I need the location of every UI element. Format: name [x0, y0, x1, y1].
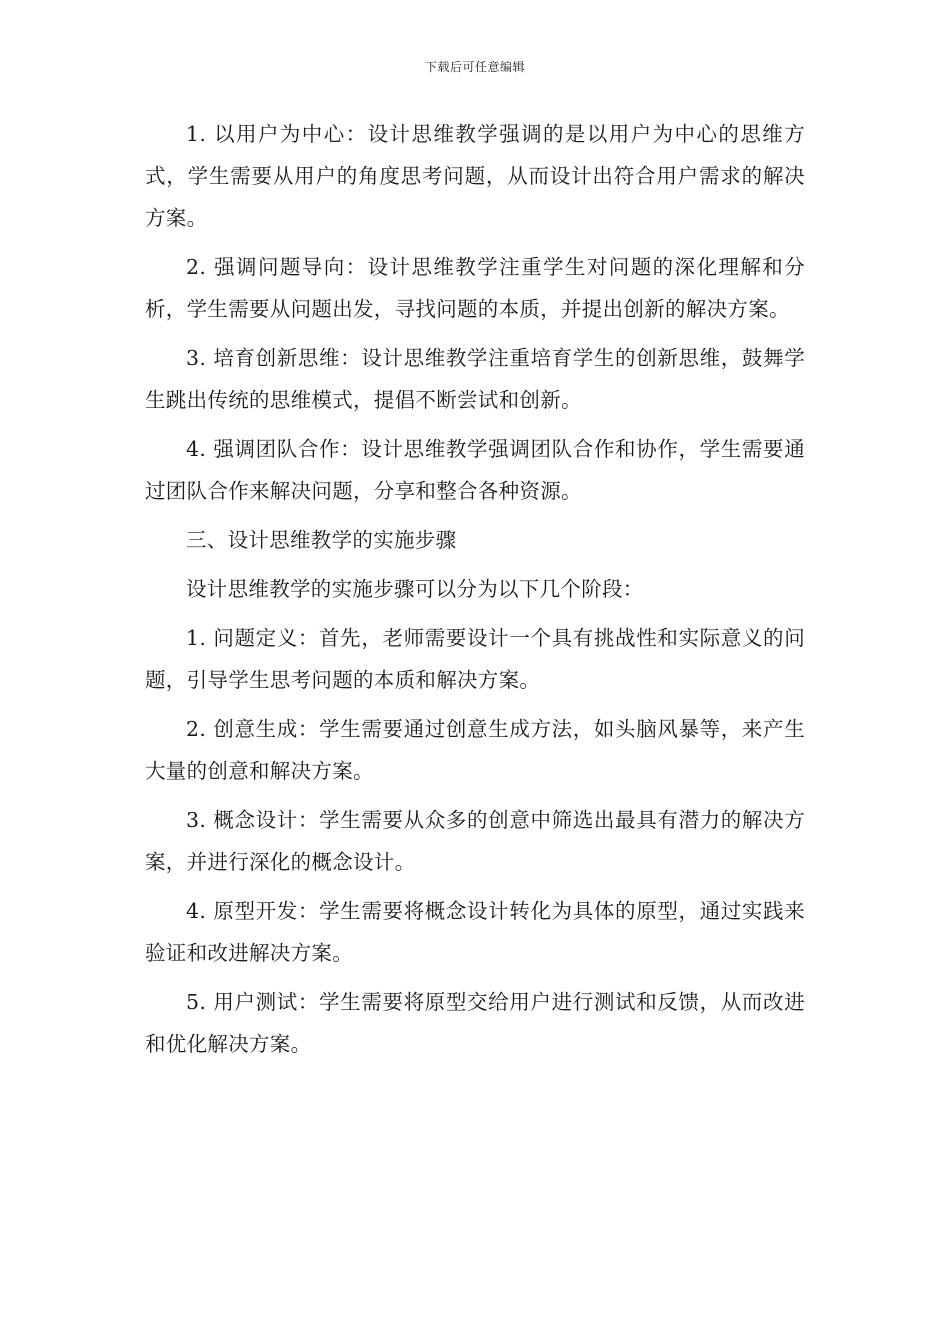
paragraph-step-prototype-development: 4. 原型开发：学生需要将概念设计转化为具体的原型，通过实践来验证和改进解决方案。 — [145, 899, 805, 965]
paragraph-step-problem-definition: 1. 问题定义：首先，老师需要设计一个具有挑战性和实际意义的问题，引导学生思考问题的本质和解决方案。 — [145, 626, 805, 692]
paragraph-step-user-testing: 5. 用户测试：学生需要将原型交给用户进行测试和反馈，从而改进和优化解决方案。 — [145, 990, 805, 1056]
document-body — [145, 113, 805, 1072]
paragraph-steps-intro: 设计思维教学的实施步骤可以分为以下几个阶段： — [186, 577, 644, 601]
paragraph-problem-oriented: 2. 强调问题导向：设计思维教学注重学生对问题的深化理解和分析，学生需要从问题出发，寻找问题的本质，并提出创新的解决方案。 — [145, 255, 805, 321]
paragraph-step-idea-generation: 2. 创意生成：学生需要通过创意生成方法，如头脑风暴等，来产生大量的创意和解决方案。 — [145, 717, 805, 783]
paragraph-teamwork: 4. 强调团队合作：设计思维教学强调团队合作和协作，学生需要通过团队合作来解决问题，分享和整合各种资源。 — [145, 437, 805, 503]
page-header: 下载后可任意编辑 — [424, 60, 525, 74]
section-heading-implementation-steps: 三、设计思维教学的实施步骤 — [186, 528, 457, 552]
paragraph-innovative-thinking: 3. 培育创新思维：设计思维教学注重培育学生的创新思维，鼓舞学生跳出传统的思维模式，提倡不断尝试和创新。 — [145, 346, 805, 412]
paragraph-user-centered: 1. 以用户为中心：设计思维教学强调的是以用户为中心的思维方式，学生需要从用户的角度思考问题，从而设计出符合用户需求的解决方案。 — [145, 122, 805, 230]
paragraph-step-concept-design: 3. 概念设计：学生需要从众多的创意中筛选出最具有潜力的解决方案，并进行深化的概念设计。 — [145, 808, 805, 874]
